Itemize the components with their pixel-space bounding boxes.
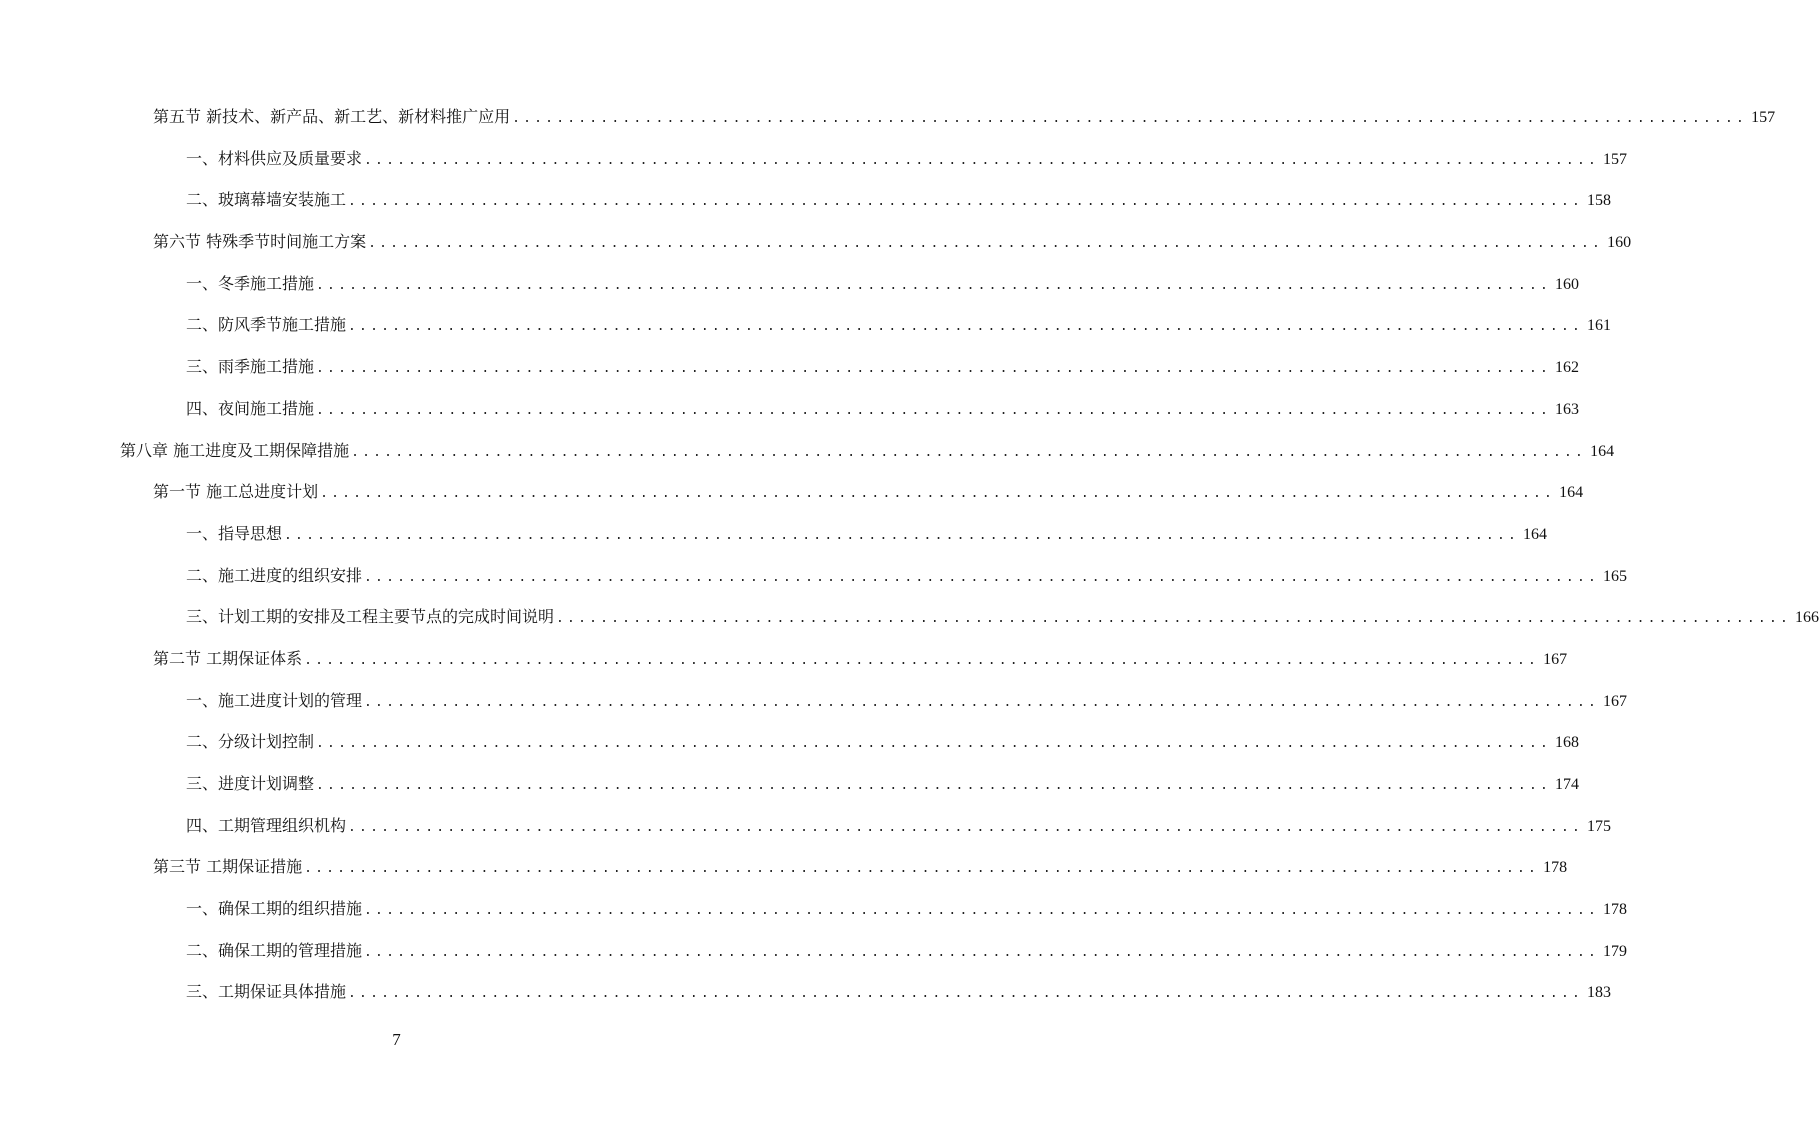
toc-entry-page: 160 (1607, 234, 1632, 252)
dot-leader: ................................................................................................................ (512, 111, 1748, 126)
toc-entry-label: 第八章 施工进度及工期保障措施 (120, 440, 350, 460)
toc-entry[interactable] (0, 888, 1628, 930)
toc-entry[interactable] (0, 304, 1612, 346)
toc-entry-page: 167 (1543, 650, 1568, 668)
dot-leader: ................................................................................................................ (284, 527, 1520, 543)
toc-entry-label: 第三节 工期保证措施 (153, 857, 303, 877)
toc-entry-label: 二、玻璃幕墙安装施工 (186, 190, 347, 210)
toc-entry-page: 183 (1587, 984, 1612, 1002)
toc-entry-label: 一、施工进度计划的管理 (186, 690, 363, 710)
dot-leader: ................................................................................................................ (304, 652, 1540, 668)
toc-entry-page: 166 (1795, 609, 1819, 627)
dot-leader: ................................................................................................................ (316, 361, 1552, 377)
dot-leader: ................................................................................................................ (348, 819, 1584, 835)
toc-entry-page: 167 (1603, 692, 1628, 710)
toc-entry-page: 165 (1603, 567, 1628, 585)
toc-entry[interactable] (0, 471, 1584, 513)
toc-entry-label: 四、工期管理组织机构 (186, 815, 347, 835)
toc-entry[interactable] (0, 346, 1580, 388)
toc-entry-page: 164 (1523, 525, 1548, 543)
toc-entry-page: 160 (1555, 275, 1580, 293)
toc-entry-page: 161 (1587, 317, 1612, 335)
toc-entry[interactable] (0, 513, 1548, 555)
toc-entry-page: 178 (1603, 901, 1628, 919)
toc-entry-label: 三、雨季施工措施 (186, 357, 315, 377)
dot-leader: ................................................................................................................ (348, 986, 1584, 1002)
toc-entry[interactable] (0, 846, 1568, 888)
toc-entry[interactable] (0, 430, 1615, 472)
table-of-contents (0, 96, 1819, 1013)
toc-entry[interactable] (0, 638, 1568, 680)
toc-entry-page: 163 (1555, 400, 1580, 418)
toc-entry[interactable] (0, 680, 1628, 722)
toc-entry-page: 175 (1587, 817, 1612, 835)
dot-leader: ................................................................................................................ (316, 778, 1552, 793)
dot-leader: ................................................................................................................ (320, 486, 1556, 502)
toc-entry-label: 二、分级计划控制 (186, 732, 315, 752)
toc-entry-page: 158 (1587, 192, 1612, 210)
toc-entry-page: 157 (1603, 150, 1628, 168)
toc-entry[interactable] (0, 263, 1580, 305)
toc-entry-label: 一、材料供应及质量要求 (186, 148, 363, 168)
toc-entry-label: 二、防风季节施工措施 (186, 315, 347, 335)
toc-entry[interactable] (0, 721, 1580, 763)
toc-entry[interactable] (0, 971, 1612, 1013)
toc-entry-label: 一、指导思想 (186, 523, 283, 543)
toc-entry-label: 一、冬季施工措施 (186, 273, 315, 293)
dot-leader: ................................................................................................................ (364, 944, 1600, 960)
toc-entry-label: 三、工期保证具体措施 (186, 982, 347, 1002)
toc-entry[interactable] (0, 930, 1628, 972)
toc-entry-label: 二、确保工期的管理措施 (186, 940, 363, 960)
toc-entry-label: 三、计划工期的安排及工程主要节点的完成时间说明 (186, 607, 555, 627)
toc-entry-label: 第六节 特殊季节时间施工方案 (153, 232, 367, 252)
dot-leader: ................................................................................................................ (316, 736, 1552, 752)
dot-leader: ................................................................................................................ (316, 277, 1552, 293)
toc-entry-page: 162 (1555, 359, 1580, 377)
toc-entry-label: 一、确保工期的组织措施 (186, 899, 363, 919)
dot-leader: ................................................................................................................ (364, 569, 1600, 585)
toc-entry-page: 157 (1751, 109, 1776, 126)
dot-leader: ................................................................................................................ (304, 861, 1540, 877)
toc-entry-page: 179 (1603, 942, 1628, 960)
toc-entry-page: 168 (1555, 734, 1580, 752)
toc-entry[interactable] (0, 138, 1628, 180)
dot-leader: ................................................................................................................ (316, 402, 1552, 418)
dot-leader: ................................................................................................................ (348, 194, 1584, 210)
toc-entry-label: 第一节 施工总进度计划 (153, 482, 319, 502)
toc-entry-page: 164 (1590, 442, 1615, 460)
toc-entry-label: 第二节 工期保证体系 (153, 648, 303, 668)
dot-leader: ................................................................................................................ (368, 236, 1604, 252)
toc-entry-label: 三、进度计划调整 (186, 774, 315, 793)
toc-entry[interactable] (0, 179, 1612, 221)
toc-entry-label: 二、施工进度的组织安排 (186, 565, 363, 585)
toc-entry-label: 四、夜间施工措施 (186, 398, 315, 418)
dot-leader: ................................................................................................................ (556, 611, 1792, 627)
toc-entry[interactable] (0, 805, 1612, 847)
toc-entry-label: 第五节 新技术、新产品、新工艺、新材料推广应用 (153, 107, 511, 126)
dot-leader: ................................................................................................................ (364, 694, 1600, 710)
toc-entry-page: 164 (1559, 484, 1584, 502)
toc-entry-page: 178 (1543, 859, 1568, 877)
toc-entry[interactable] (0, 596, 1819, 638)
toc-entry[interactable] (0, 555, 1628, 597)
toc-entry-page: 174 (1555, 776, 1580, 793)
dot-leader: ................................................................................................................ (364, 152, 1600, 168)
toc-entry[interactable] (0, 96, 1776, 138)
page-number: 7 (392, 1030, 401, 1049)
toc-entry[interactable] (0, 763, 1580, 805)
dot-leader: ................................................................................................................ (348, 319, 1584, 335)
dot-leader: ................................................................................................................ (364, 903, 1600, 919)
dot-leader: ................................................................................................................ (351, 444, 1587, 460)
toc-entry[interactable] (0, 388, 1580, 430)
toc-entry[interactable] (0, 221, 1632, 263)
